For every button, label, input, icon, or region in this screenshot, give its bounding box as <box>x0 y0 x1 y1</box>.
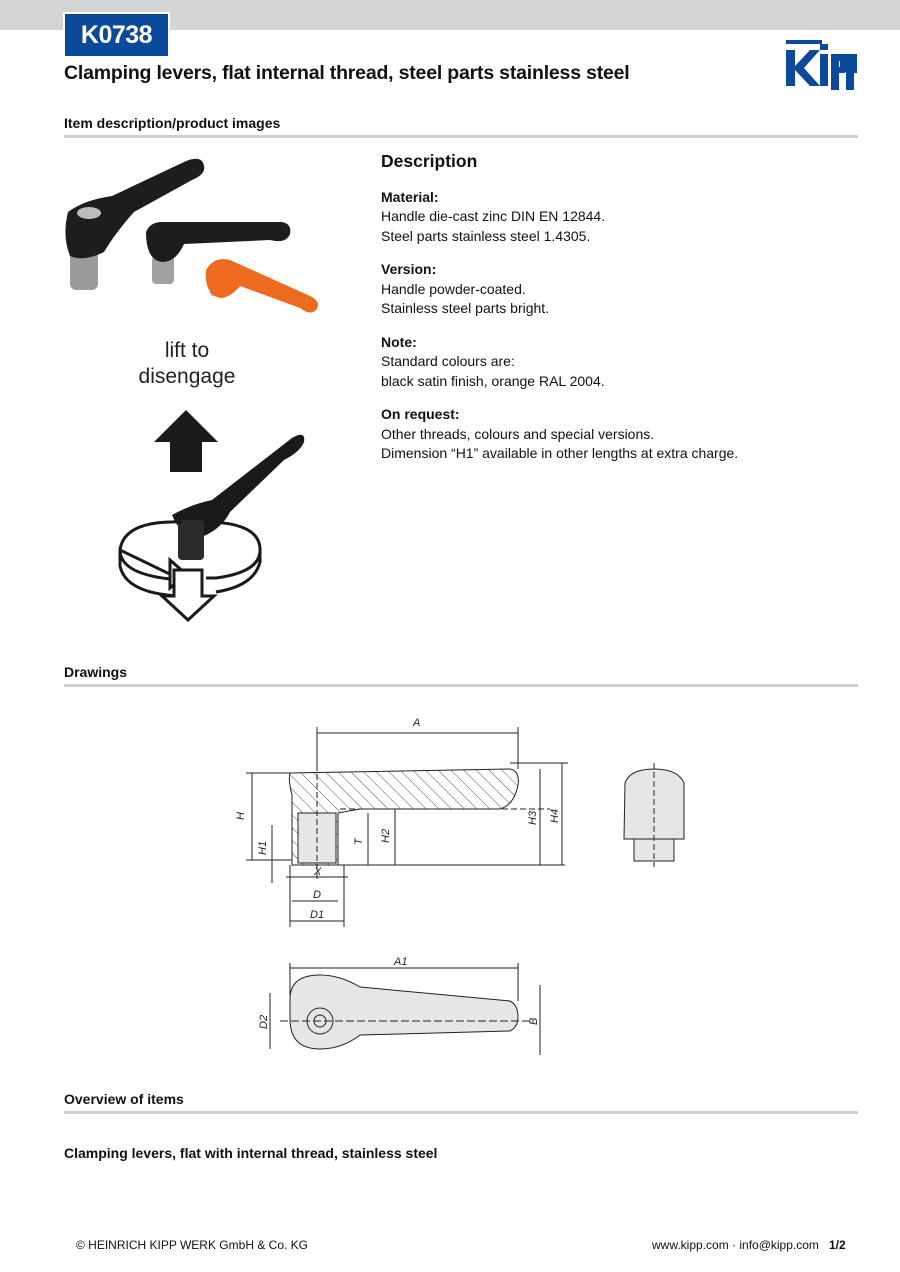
operation-illustration <box>112 410 312 625</box>
lift-instruction <box>120 338 254 390</box>
dim-label-a1: A1 <box>394 956 408 968</box>
note-line-1: Standard colours are: <box>381 353 515 369</box>
dim-label-b: B <box>528 1017 540 1025</box>
note-label: Note: <box>381 333 417 350</box>
section-heading-drawings: Drawings <box>64 664 128 680</box>
lift-arrow-icon <box>154 410 218 472</box>
product-orange-lever <box>206 259 318 312</box>
footer-copyright: © HEINRICH KIPP WERK GmbH & Co. KG <box>76 1238 308 1252</box>
page-title: Clamping levers, flat internal thread, steel parts stainless steel <box>64 62 630 84</box>
version-label: Version: <box>381 261 437 277</box>
description-block-version <box>381 260 851 319</box>
version-line-1: Handle powder-coated. <box>381 280 526 297</box>
dim-label-d2: D2 <box>258 1014 270 1029</box>
description-block-on-request <box>381 405 851 464</box>
product-medium-lever <box>146 222 290 262</box>
lift-line-2: disengage <box>138 365 236 388</box>
dim-label-h4: H4 <box>549 808 561 823</box>
product-large-screw <box>77 207 101 219</box>
dim-label-d1: D1 <box>310 909 325 921</box>
dim-label-h2: H2 <box>380 828 392 843</box>
section-heading-overview: Overview of items <box>64 1091 184 1107</box>
note-line-2: black satin finish, orange RAL 2004. <box>381 372 605 389</box>
description-panel <box>381 152 851 478</box>
section-rule <box>64 135 858 138</box>
on-request-line-2: Dimension “H1” available in other lengths at extra charge. <box>381 445 739 461</box>
material-line-1: Handle die-cast zinc DIN EN 12844. <box>381 208 606 224</box>
technical-drawing <box>220 705 700 1070</box>
footer-contact[interactable]: www.kipp.com · info@kipp.com <box>652 1238 819 1252</box>
dim-label-h3: H3 <box>527 810 539 825</box>
description-block-material <box>381 188 851 247</box>
product-image <box>64 152 344 322</box>
section-heading-images: Item description/product images <box>64 115 281 131</box>
kipp-logo <box>784 38 858 92</box>
dim-label-a: A <box>413 717 421 729</box>
description-block-note <box>381 333 851 392</box>
section-rule <box>64 1111 858 1114</box>
overview-subheading: Clamping levers, flat with internal thread, stainless steel <box>64 1145 438 1161</box>
dim-label-x: X <box>314 866 322 878</box>
material-label: Material: <box>381 188 439 205</box>
drawing-top-view <box>290 975 518 1049</box>
dim-label-t: T <box>353 838 365 845</box>
item-code-badge: K0738 <box>65 14 168 56</box>
material-line-2: Steel parts stainless steel 1.4305. <box>381 227 591 244</box>
lift-line-1: lift to <box>164 339 210 362</box>
section-rule <box>64 684 858 687</box>
dim-label-d: D <box>313 889 321 901</box>
dim-label-h: H <box>235 812 247 820</box>
description-heading: Description <box>381 151 478 171</box>
on-request-label: On request: <box>381 406 460 422</box>
lever-illustration-stud <box>178 520 204 560</box>
page-number: 1/2 <box>829 1238 846 1252</box>
dim-label-h1: H1 <box>257 840 269 855</box>
version-line-2: Stainless steel parts bright. <box>381 300 550 316</box>
on-request-line-1: Other threads, colours and special versions. <box>381 425 655 442</box>
